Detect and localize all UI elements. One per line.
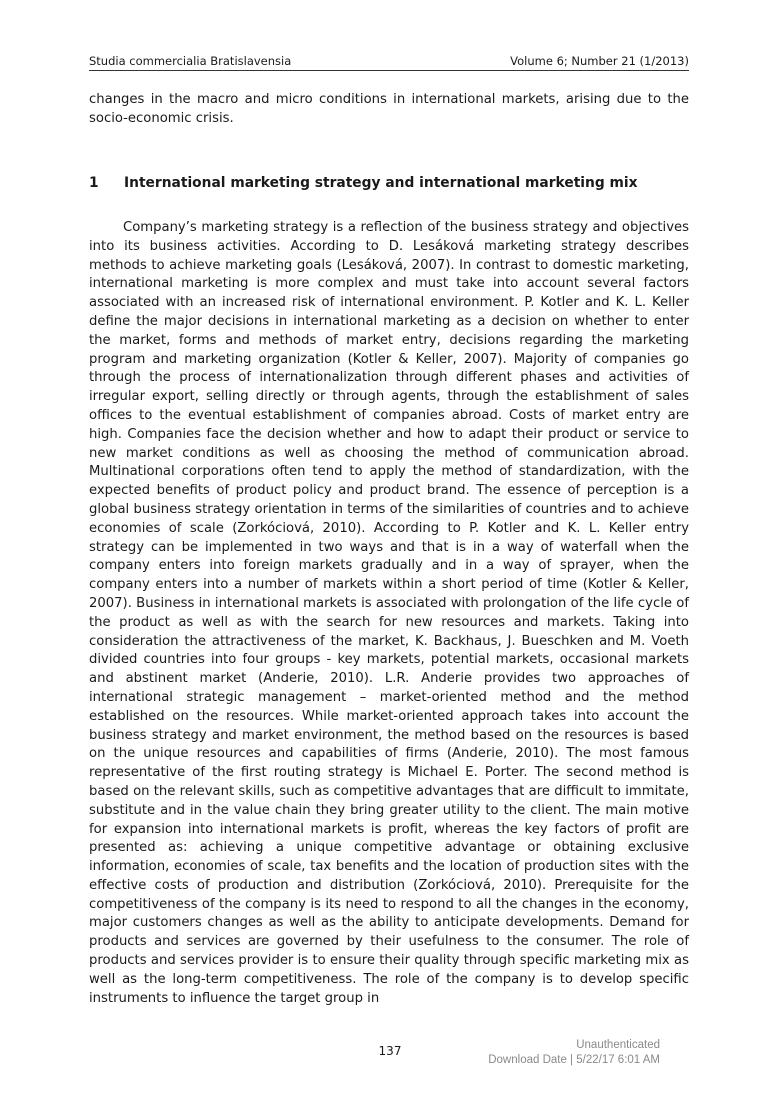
header-divider [89, 70, 689, 71]
section-title: International marketing strategy and international marketing mix [124, 175, 638, 191]
watermark-auth-line: Unauthenticated [576, 1039, 660, 1051]
intro-paragraph: changes in the macro and micro conditions in international markets, arising due to the socio-economic crisis. [89, 92, 689, 126]
section-heading [89, 175, 689, 191]
download-watermark [488, 1038, 660, 1068]
section-number: 1 [89, 175, 99, 191]
running-header [89, 50, 689, 68]
volume-info: Volume 6; Number 21 (1/2013) [510, 54, 689, 68]
body-paragraph: Company’s marketing strategy is a reflection of the business strategy and objectives into its business activities. According to D. Lesáková marketing strategy describes methods to achieve marketing goals (Lesáková, 2007). In contrast to domestic marketing, international marketing is more complex and must take into account several factors associated with an increased risk of international environment. P. Kotler and K. L. Keller define the major decisions in international marketing as a decision on whether to enter the market, forms and methods of market entry, decisions regarding the marketing program and marketing organization (Kotler & Keller, 2007). Majority of companies go through the process of internationalization through different phases and activities of irregular export, selling directly or through agents, through the establishment of sales offices to the eventual establishment of companies abroad. Costs of market entry are high. Companies face the decision whether and how to adapt their product or service to new market conditions as well as choosing the method of communication abroad. Multinational corporations often tend to apply the method of standardization, with the expected benefits of product policy and product brand. The essence of perception is a global business strategy orientation in terms of the similarities of countries and to achieve economies of scale (Zorkóciová, 2010). According to P. Kotler and K. L. Keller entry strategy can be implemented in two ways and that is in a way of waterfall when the company enters into foreign markets gradually and in a way of sprayer, when the company enters into a number of markets within a short period of time (Kotler & Keller, 2007). Business in international markets is associated with prolongation of the life cycle of the product as well as with the search for new resources and markets. Taking into consideration the attractiveness of the market, K. Backhaus, J. Bueschken and M. Voeth divided countries into four groups - key markets, potential markets, occasional markets and abstinent market (Anderie, 2010). L.R. Anderie provides two approaches of international strategic management – market-oriented method and the method established on the resources. While market-oriented approach takes into account the business strategy and market environment, the method based on the resources is based on the unique resources and capabilities of firms (Anderie, 2010). The most famous representative of the first routing strategy is Michael E. Porter. The second method is based on the relevant skills, such as competitive advantages that are difficult to immitate, substitute and in the value chain they bring greater utility to the client. The main motive for expansion into international markets is profit, whereas the key factors of profit are presented as: achieving a unique competitive advantage or obtaining exclusive information, economies of scale, tax benefits and the location of production sites with the effective costs of production and distribution (Zorkóciová, 2010). Prerequisite for the competitiveness of the company is its need to respond to all the changes in the economy, major customers changes as well as the ability to anticipate developments. Demand for products and services are governed by their usefulness to the consumer. The role of products and services provider is to ensure their quality through specific marketing mix as well as the long-term competitiveness. The role of the company is to develop specific instruments to influence the target group in [89, 220, 689, 1006]
page-number: 137 [378, 1044, 402, 1058]
watermark-date-line: Download Date | 5/22/17 6:01 AM [488, 1054, 660, 1066]
journal-title: Studia commercialia Bratislavensia [89, 54, 292, 68]
